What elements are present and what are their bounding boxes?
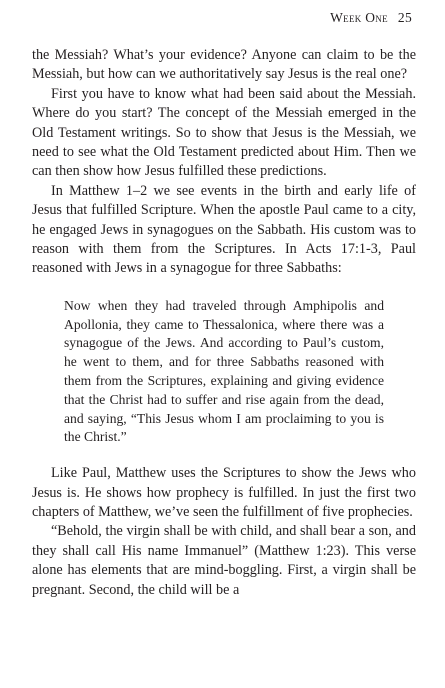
- body-text: [32, 46, 416, 600]
- running-head-section: Week One: [330, 10, 388, 25]
- running-head: [330, 10, 412, 26]
- paragraph: the Messiah? What’s your evidence? Anyone can claim to be the Messiah, but how can we authoritatively say Jesus is the real one?: [32, 47, 416, 83]
- paragraph: “Behold, the virgin shall be with child, and shall bear a son, and they shall call His name Immanuel” (Matthew 1:23). This verse alone has elements that are mind-boggling. First, a virgin shall be pregnant. Second, the child will be a: [32, 523, 416, 598]
- paragraph: Like Paul, Matthew uses the Scriptures to show the Jews who Jesus is. He shows how prophecy is fulfilled. In just the first two chapters of Matthew, we’ve seen the fulfillment of five prophecies.: [32, 465, 416, 521]
- page-number: 25: [397, 10, 412, 25]
- paragraph: In Matthew 1–2 we see events in the birth and early life of Jesus that fulfilled Scripture. When the apostle Paul came to a city, he engaged Jews in synagogues on the Sabbath. His custom was to reason with them from the Scriptures. In Acts 17:1-3, Paul reasoned with Jews in a synagogue for three Sabbaths:: [32, 182, 416, 277]
- paragraph: First you have to know what had been said about the Messiah. Where do you start? The concept of the Messiah emerged in the Old Testament writings. So to show that Jesus is the Messiah, we need to see what the Old Testament predicted about Him. Then we can then show how Jesus fulfilled these predictions.: [32, 85, 416, 180]
- block-quote: Now when they had traveled through Amphipolis and Apollonia, they came to Thessalonica, where there was a synagogue of the Jews. And according to Paul’s custom, he went to them, and for three Sabbaths reasoned with them from the Scriptures, explaining and giving evidence that the Christ had to suffer and rise again from the dead, and saying, “This Jesus whom I am proclaiming to you is the Christ.”: [64, 297, 384, 445]
